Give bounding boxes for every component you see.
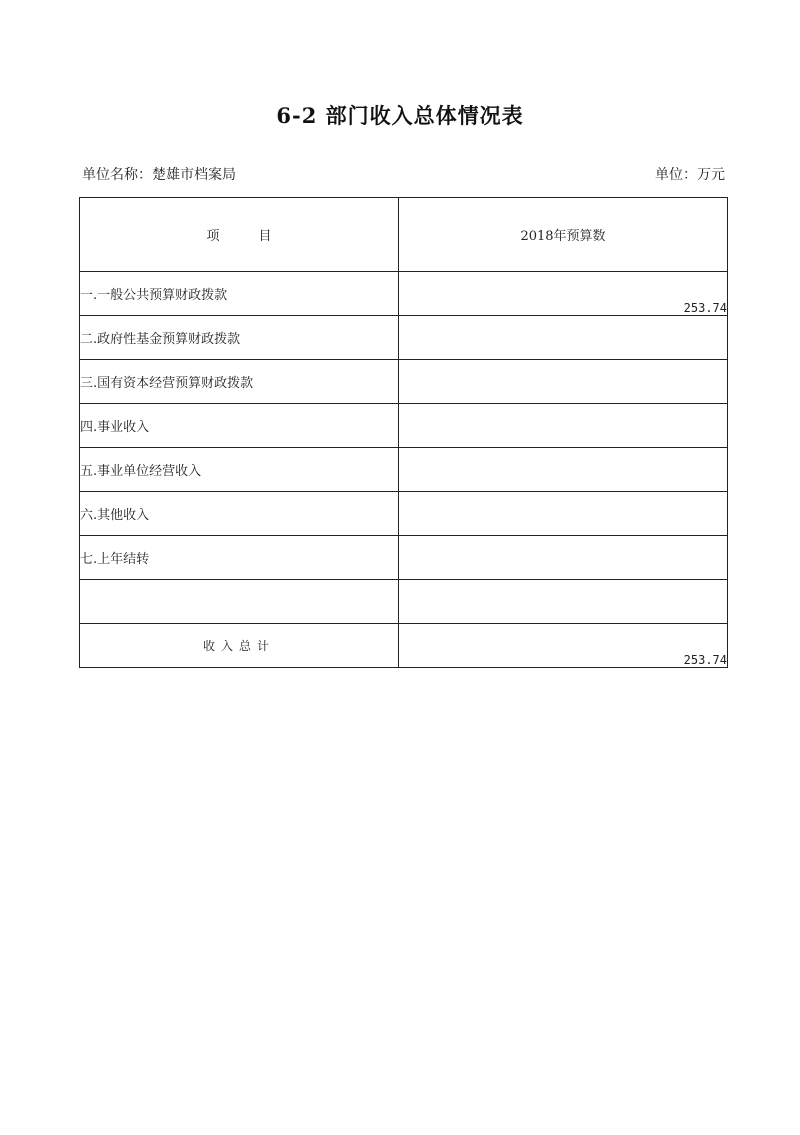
- table-row: [80, 536, 728, 580]
- page-title: 6-2 部门收入总体情况表: [276, 103, 524, 128]
- total-label: 收入总计: [80, 624, 399, 668]
- table-row: [80, 448, 728, 492]
- row-value: [399, 360, 728, 404]
- row-label: 三.国有资本经营预算财政拨款: [80, 360, 399, 404]
- income-summary-table: [79, 197, 728, 668]
- column-header-item: 项 目: [80, 198, 399, 272]
- table-header-row: [80, 198, 728, 272]
- row-label: 一.一般公共预算财政拨款: [80, 272, 399, 316]
- table-row: [80, 404, 728, 448]
- row-label: [80, 580, 399, 624]
- column-header-budget: 2018年预算数: [399, 198, 728, 272]
- row-value: 253.74: [399, 272, 728, 316]
- row-value: [399, 448, 728, 492]
- row-label: 五.事业单位经营收入: [80, 448, 399, 492]
- currency-unit-label: 单位：万元: [655, 167, 725, 183]
- row-label: 二.政府性基金预算财政拨款: [80, 316, 399, 360]
- table-row: [80, 316, 728, 360]
- unit-name-label: 单位名称：楚雄市档案局: [82, 167, 236, 183]
- row-value: [399, 404, 728, 448]
- row-value: [399, 536, 728, 580]
- row-label: 七.上年结转: [80, 536, 399, 580]
- row-value: [399, 316, 728, 360]
- table-row: [80, 272, 728, 316]
- table-row: [80, 580, 728, 624]
- total-row: [80, 624, 728, 668]
- row-label: 六.其他收入: [80, 492, 399, 536]
- row-value: [399, 492, 728, 536]
- table-row: [80, 492, 728, 536]
- table-row: [80, 360, 728, 404]
- row-label: 四.事业收入: [80, 404, 399, 448]
- row-value: [399, 580, 728, 624]
- total-value: 253.74: [399, 624, 728, 668]
